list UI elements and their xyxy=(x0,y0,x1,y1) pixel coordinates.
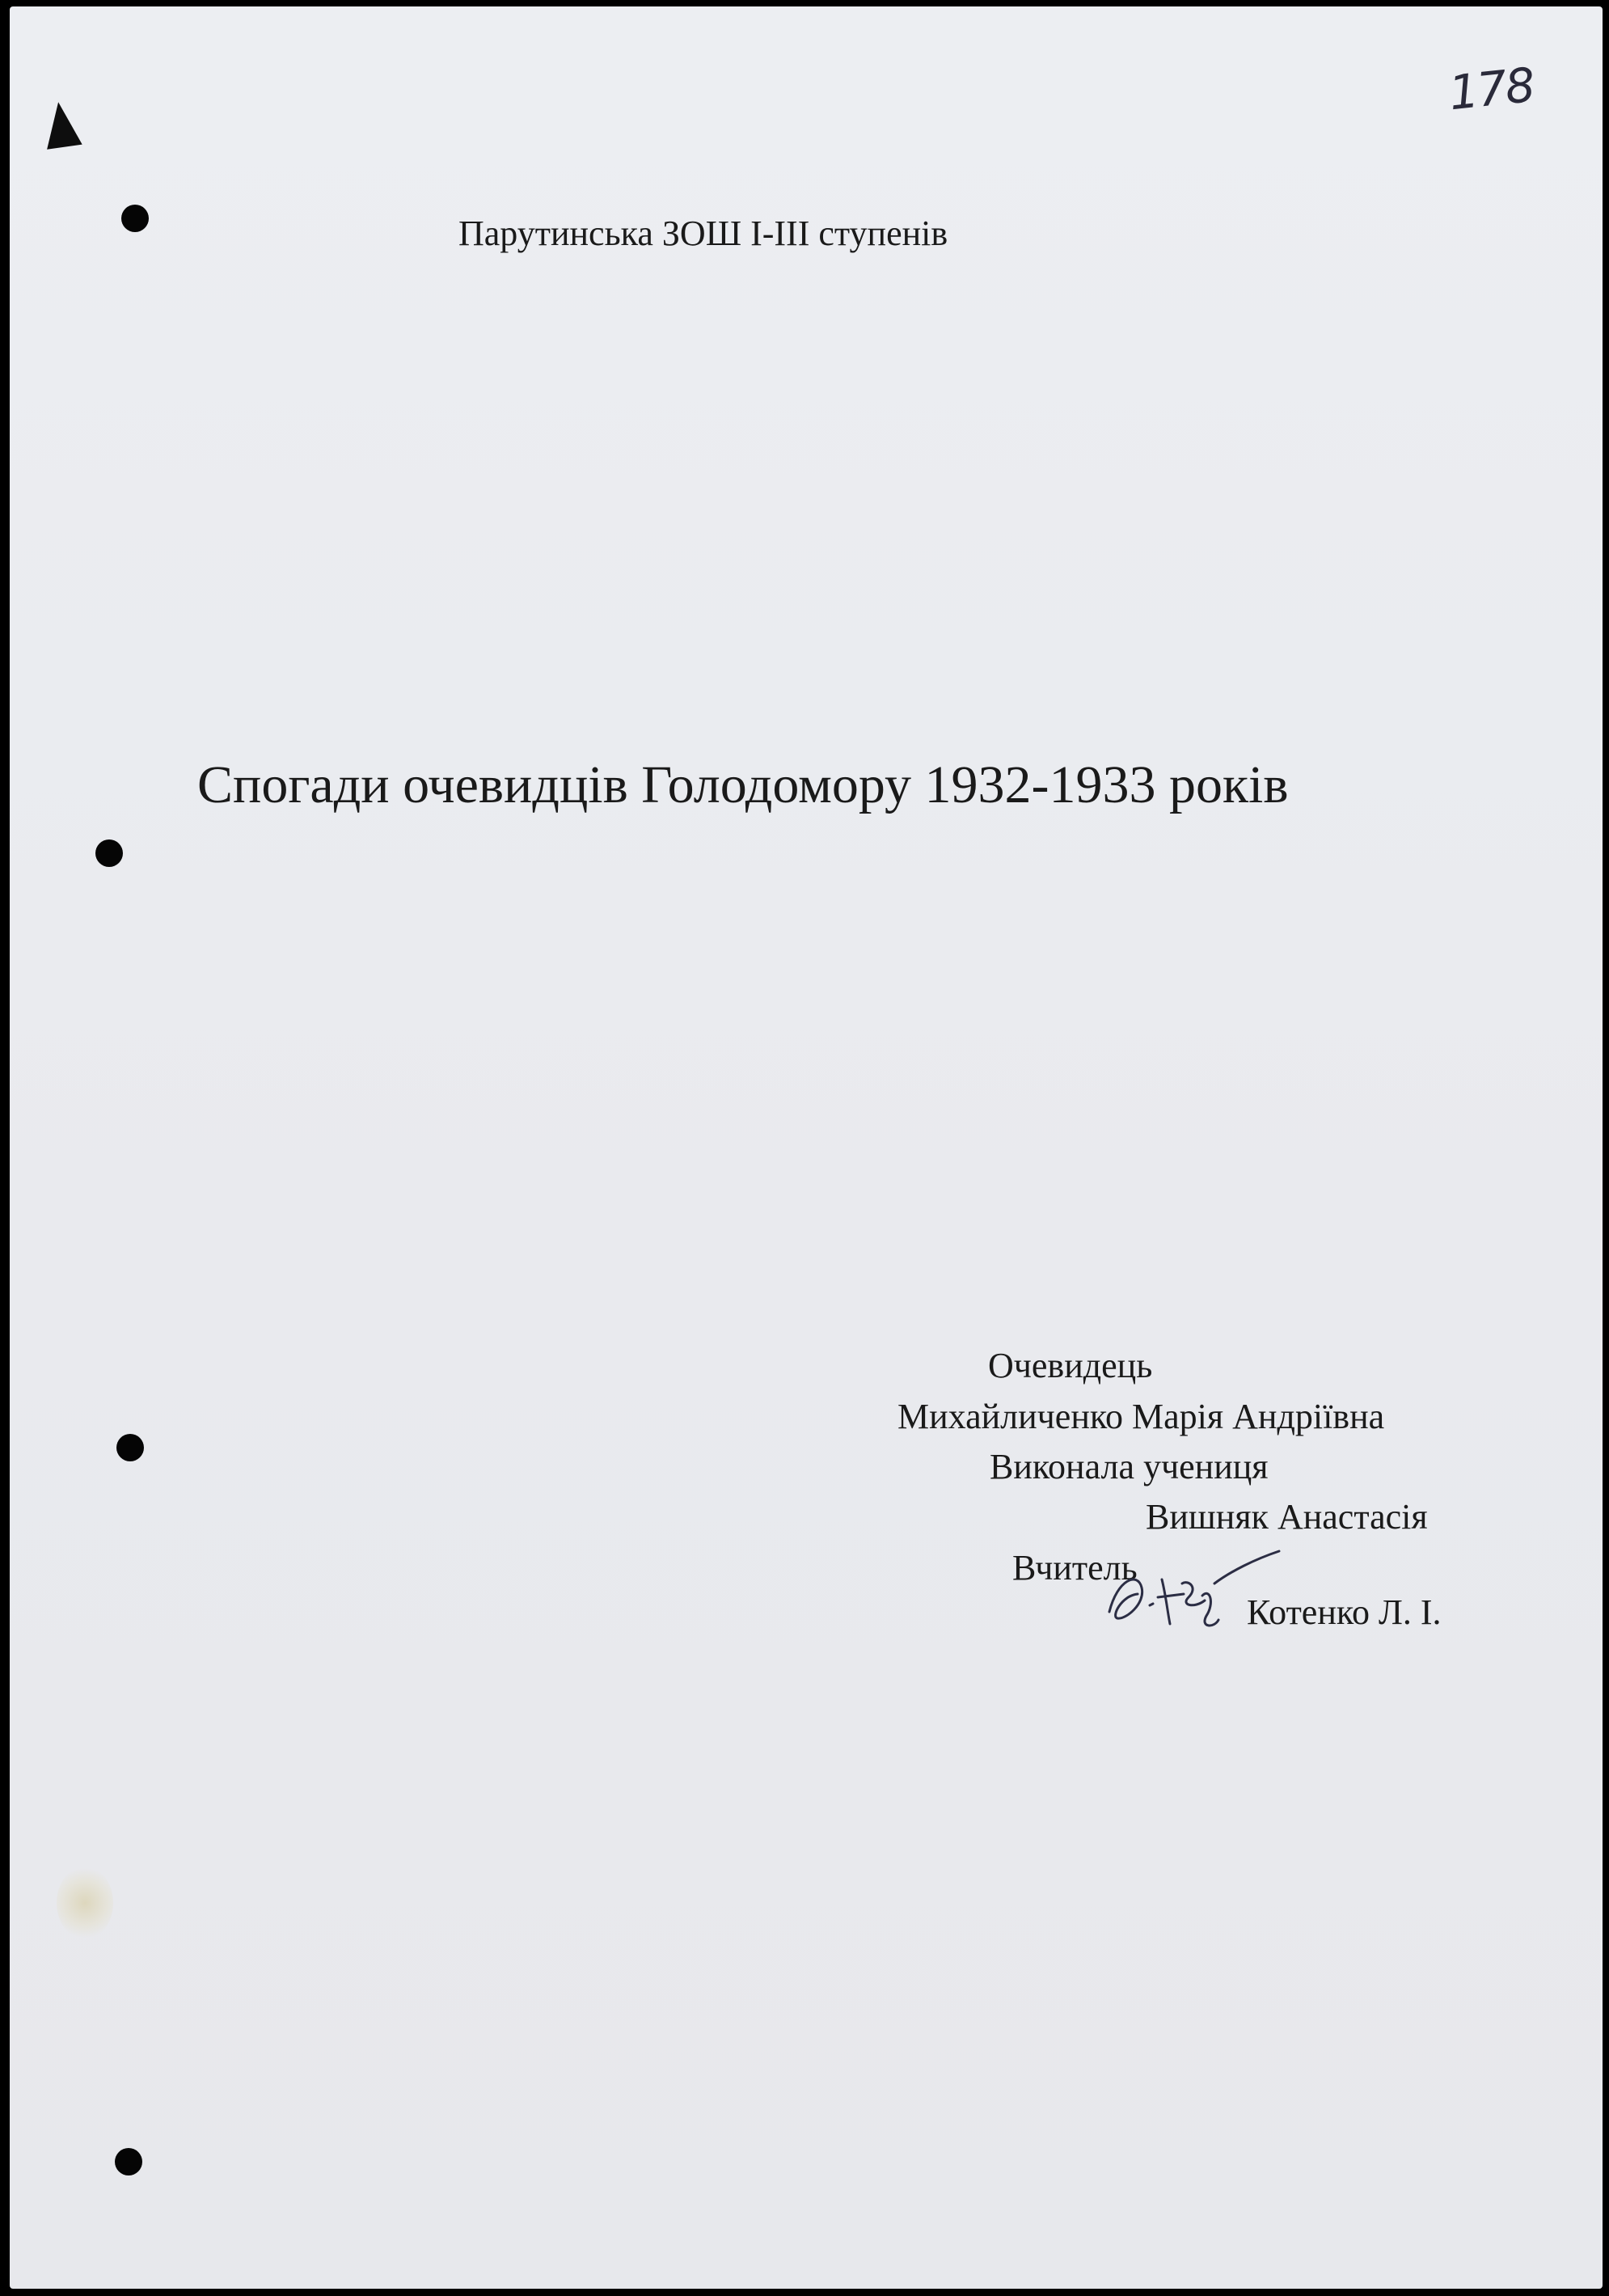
punch-hole-4 xyxy=(115,2148,142,2175)
document-title: Спогади очевидців Голодомору 1932-1933 років xyxy=(197,755,1289,814)
page-number: 178 xyxy=(1446,57,1536,121)
document-page xyxy=(10,6,1603,2289)
eyewitness-name: Михайличенко Марія Андріївна xyxy=(897,1397,1385,1436)
school-name: Парутинська ЗОШ І-ІІІ ступенів xyxy=(458,214,948,253)
torn-corner xyxy=(40,99,82,150)
teacher-label: Вчитель xyxy=(1012,1548,1138,1588)
punch-hole-1 xyxy=(121,205,149,232)
author-name: Вишняк Анастасія xyxy=(1146,1497,1428,1537)
punch-hole-3 xyxy=(116,1434,144,1461)
author-label: Виконала учениця xyxy=(990,1447,1269,1486)
paper-stain xyxy=(57,1867,113,1939)
punch-hole-2 xyxy=(95,839,123,867)
teacher-name: Котенко Л. І. xyxy=(1247,1592,1442,1632)
eyewitness-label: Очевидець xyxy=(988,1346,1153,1385)
